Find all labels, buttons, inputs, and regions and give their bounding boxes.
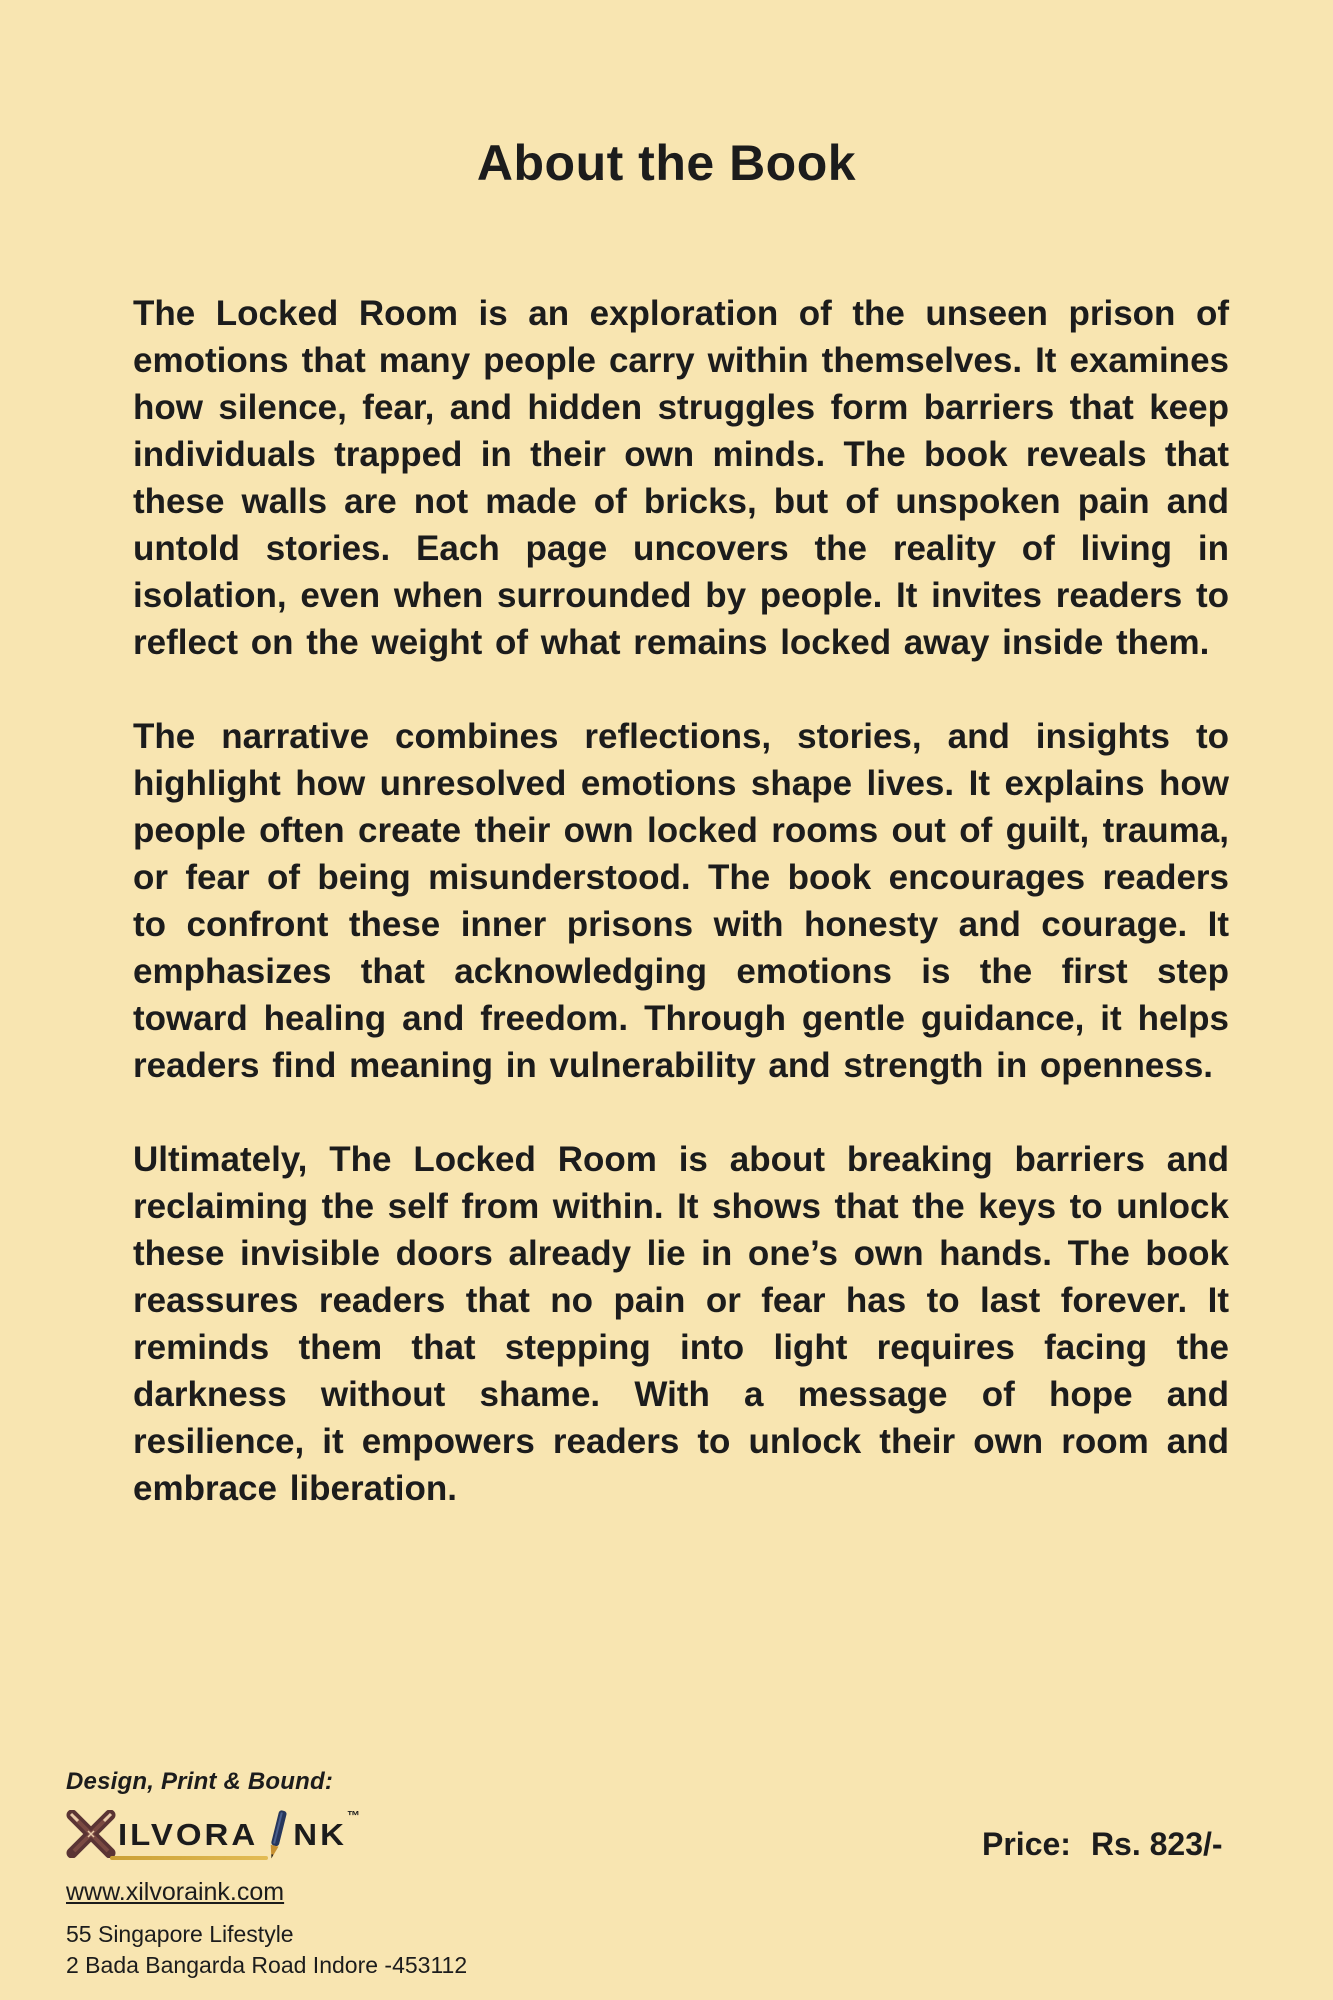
price xyxy=(982,1826,1223,1863)
website-link[interactable]: www.xilvoraink.com xyxy=(66,1878,285,1906)
publisher-block xyxy=(66,1768,586,1981)
trademark-symbol: ™ xyxy=(346,1808,360,1823)
paragraph-3: Ultimately, The Locked Room is about breaking barriers and reclaiming the self from within. It shows that the keys to unlock these invisible doors already lie in one’s own hands. The book reassures readers that no pain or fear has to last forever. It reminds them that stepping into light requires facing the darkness without shame. With a message of hope and resilience, it empowers readers to unlock their own room and embrace liberation. xyxy=(133,1140,1229,1508)
about-text-block xyxy=(133,290,1229,1559)
design-print-bound-label: Design, Print & Bound: xyxy=(66,1768,334,1795)
paragraph-1: The Locked Room is an exploration of the unseen prison of emotions that many people carry within themselves. It examines how silence, fear, and hidden struggles form barriers that keep individuals trapped in their own minds. The book reveals that these walls are not made of bricks, but of unspoken pain and untold stories. Each page uncovers the reality of living in isolation, even when surrounded by people. It invites readers to reflect on the weight of what remains locked away inside them. xyxy=(133,294,1229,662)
address-line-1: 55 Singapore Lifestyle xyxy=(66,1921,294,1947)
publisher-address xyxy=(66,1919,586,1981)
paragraph-2: The narrative combines reflections, stories, and insights to highlight how unresolved emotions shape lives. It explains how people often create their own locked rooms out of guilt, trauma, or fear of being misunderstood. The book encourages readers to confront these inner prisons with honesty and courage. It emphasizes that acknowledging emotions is the first step toward healing and freedom. Through gentle guidance, it helps readers find meaning in vulnerability and strength in openness. xyxy=(133,717,1229,1085)
page-title: About the Book xyxy=(476,135,857,191)
logo-text-nk: NK xyxy=(293,1816,347,1852)
open-book-x-icon xyxy=(66,1810,116,1858)
logo-text-ilvora: ILVORA xyxy=(118,1816,259,1852)
price-value: Rs. 823/- xyxy=(1090,1826,1223,1862)
fountain-pen-i-icon xyxy=(264,1809,290,1863)
logo-underline xyxy=(110,1856,268,1860)
price-label: Price: xyxy=(982,1826,1071,1862)
xilvora-ink-logo xyxy=(66,1806,586,1862)
address-line-2: 2 Bada Bangarda Road Indore -453112 xyxy=(66,1952,468,1978)
